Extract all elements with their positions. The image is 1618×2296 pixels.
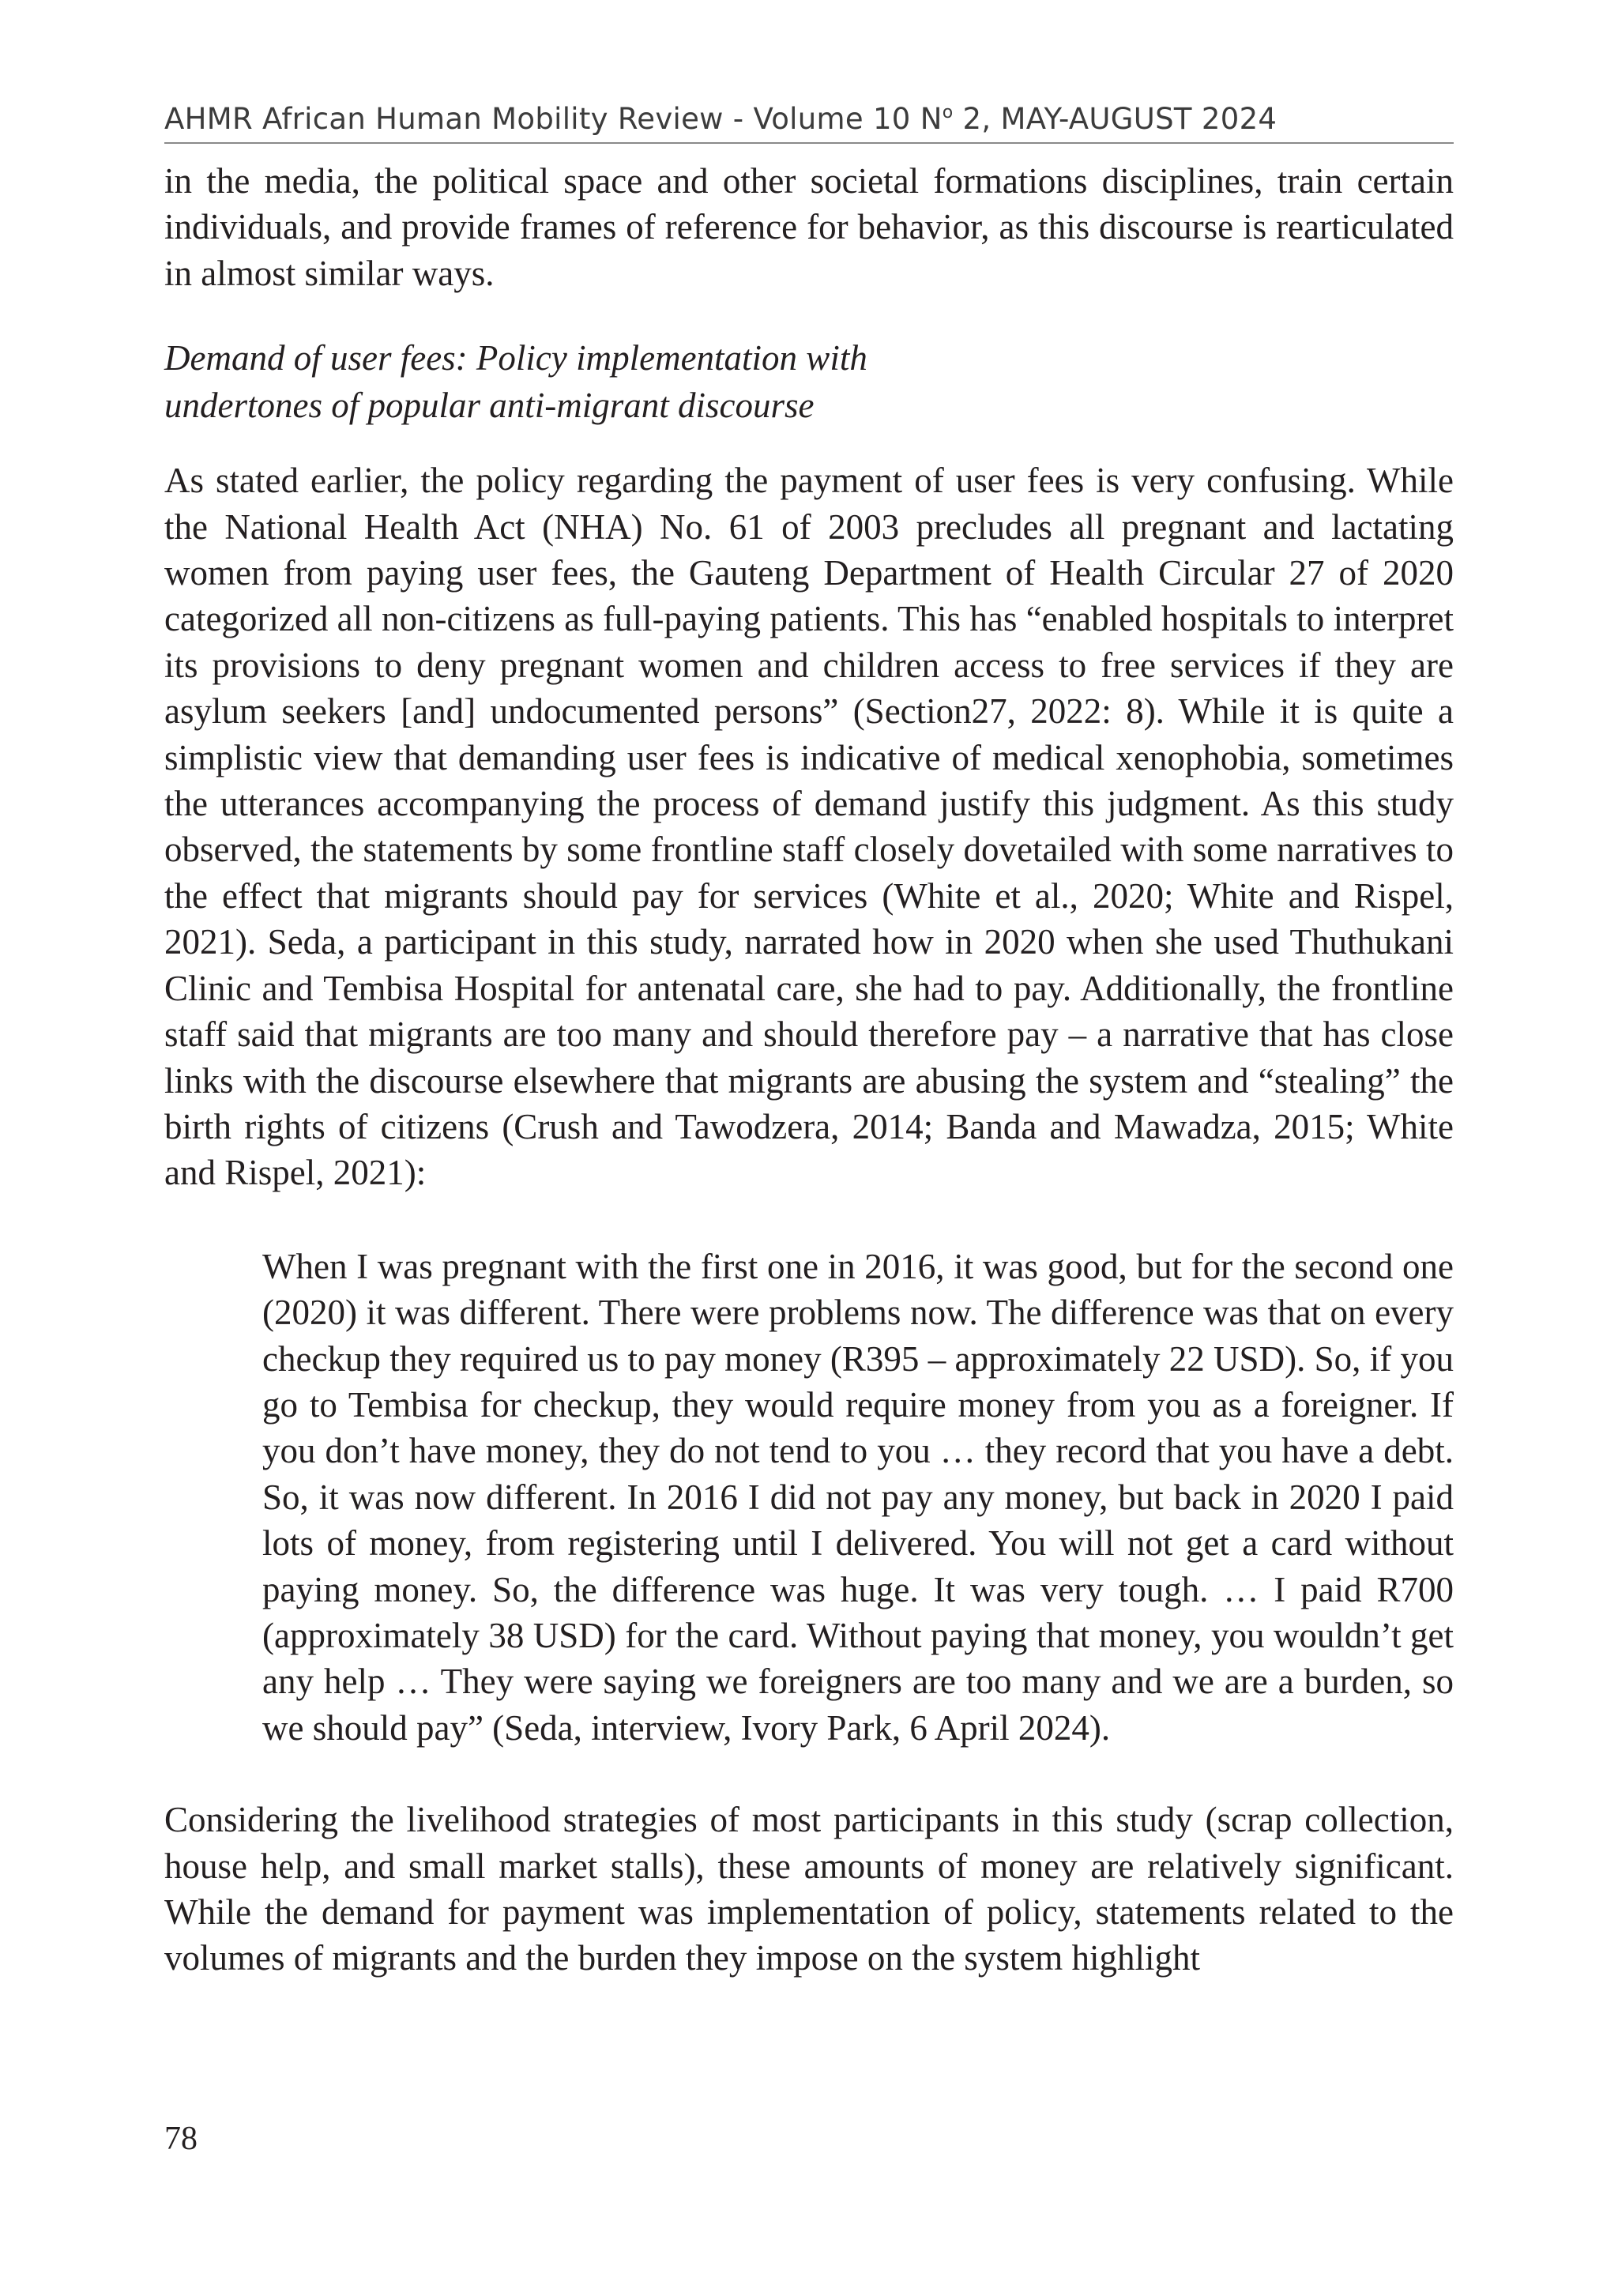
article-body xyxy=(164,158,1454,1982)
paragraph-user-fees: As stated earlier, the policy regarding the payment of user fees is very confusing. While the National Health Act (NHA) No. 61 of 2003 precludes all pregnant and lactating women from paying user fees, the Gauteng Department of Health Circular 27 of 2020 categorized all non-citizens as full-paying patients. This has “enabled hospitals to interpret its provisions to deny pregnant women and children access to free services if they are asylum seekers [and] undocumented persons” (Section27, 2022: 8). While it is quite a simplistic view that demanding user fees is indicative of medical xenophobia, sometimes the utterances accompanying the process of demand justify this judgment. As this study observed, the statements by some frontline staff closely dovetailed with some narratives to the effect that migrants should pay for services (White et al., 2020; White and Rispel, 2021). Seda, a participant in this study, narrated how in 2020 when she used Thuthukani Clinic and Tembisa Hospital for antenatal care, she had to pay. Additionally, the frontline staff said that migrants are too many and should therefore pay – a narrative that has close links with the discourse elsewhere that migrants are abusing the system and “stealing” the birth rights of citizens (Crush and Tawodzera, 2014; Banda and Mawadza, 2015; White and Rispel, 2021): xyxy=(164,461,1454,1193)
running-header xyxy=(164,100,1454,139)
paragraph-livelihood: Considering the livelihood strategies of most participants in this study (scrap collection, house help, and small market stalls), these amounts of money are relatively significant. While the demand for payment was implementation of policy, statements related to the volumes of migrants and the burden they impose on the system highlight xyxy=(164,1800,1454,1978)
page-number: 78 xyxy=(164,2121,198,2157)
block-quote-seda: When I was pregnant with the first one in 2016, it was good, but for the second one (2020) it was different. There were problems now. The difference was that on every checkup they required us to pay money (R395 – approximately 22 USD). So, if you go to Tembisa for checkup, they would require money from you as a foreigner. If you don’t have money, they do not tend to you … they record that you have a debt. So, it was now different. In 2016 I did not pay any money, but back in 2020 I paid lots of money, from registering until I delivered. You will not get a card without paying money. So, the difference was huge. It was very tough. … I paid R700 (approximately 38 USD) for the card. Without paying that money, you wouldn’t get any help … They were saying we foreigners are too many and we are a burden, so we should pay” (Seda, interview, Ivory Park, 6 April 2024). xyxy=(262,1246,1454,1748)
header-number-superscript: o xyxy=(942,103,954,122)
subheading-line-2: undertones of popular anti-migrant discourse xyxy=(164,386,815,426)
header-issue-suffix: 2, MAY-AUGUST 2024 xyxy=(953,102,1277,136)
section-subheading xyxy=(164,334,1454,429)
header-divider xyxy=(164,142,1454,144)
header-journal-prefix: AHMR African Human Mobility Review - Volume 10 N xyxy=(164,102,943,136)
paragraph-continuation: in the media, the political space and other societal formations disciplines, train certain individuals, and provide frames of reference for behavior, as this discourse is rearticulated in almost similar ways. xyxy=(164,161,1454,293)
subheading-line-1: Demand of user fees: Policy implementation with xyxy=(164,338,867,378)
